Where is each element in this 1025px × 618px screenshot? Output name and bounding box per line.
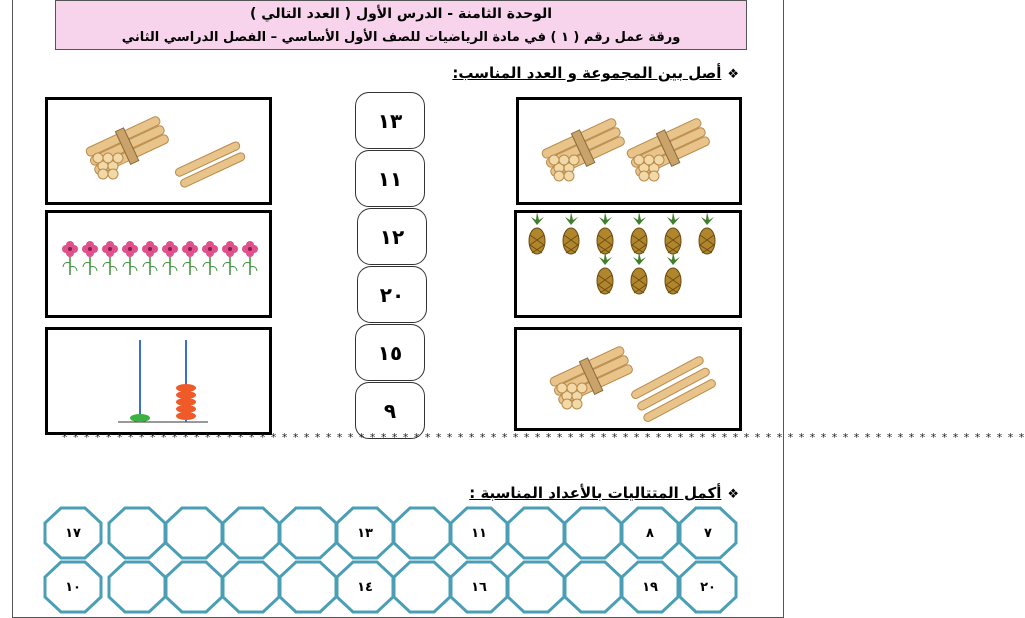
sequence-cell-blank[interactable] bbox=[506, 560, 566, 614]
sequence-cell-blank[interactable] bbox=[164, 560, 224, 614]
worksheet-header bbox=[55, 0, 747, 50]
sequence-value: ١٩ bbox=[642, 579, 658, 595]
sequence-cell-given bbox=[335, 506, 395, 560]
sequence-cell-given bbox=[678, 506, 738, 560]
number-card-20[interactable]: ٢٠ bbox=[357, 266, 427, 323]
flower-icon bbox=[242, 241, 258, 275]
stick-bundle-icon bbox=[84, 113, 172, 179]
flower-icon bbox=[62, 241, 78, 275]
sequence-cell-blank[interactable] bbox=[107, 560, 167, 614]
sequence-value bbox=[506, 506, 566, 560]
sequence-value bbox=[392, 560, 452, 614]
question-2-title bbox=[469, 484, 739, 502]
sequence-value bbox=[563, 506, 623, 560]
sequence-value: ٢٠ bbox=[700, 579, 716, 595]
flower-icon bbox=[202, 241, 218, 275]
pineapple-icon bbox=[631, 252, 647, 294]
bullet-icon: ❖ bbox=[727, 487, 739, 502]
sequence-value bbox=[221, 560, 281, 614]
sequence-value bbox=[107, 506, 167, 560]
sequence-cell-given bbox=[43, 560, 103, 614]
sequence-value bbox=[278, 506, 338, 560]
flower-icon bbox=[122, 241, 138, 275]
number-card-15[interactable]: ١٥ bbox=[355, 324, 425, 381]
sequence-cell-blank[interactable] bbox=[563, 560, 623, 614]
header-line2: ورقة عمل رقم ( ١ ) في مادة الرياضيات للصف الأول الأساسي – الفصل الدراسي الثاني bbox=[121, 30, 681, 45]
sequence-value bbox=[164, 506, 224, 560]
sequence-cell-blank[interactable] bbox=[563, 506, 623, 560]
sequence-cell-blank[interactable] bbox=[392, 506, 452, 560]
number-card-13[interactable]: ١٣ bbox=[355, 92, 425, 149]
bullet-icon: ❖ bbox=[727, 67, 739, 82]
sequence-cell-blank[interactable] bbox=[107, 506, 167, 560]
sequence-cell-given bbox=[449, 506, 509, 560]
pineapple-icon bbox=[597, 252, 613, 294]
number-card-11[interactable]: ١١ bbox=[355, 150, 425, 207]
pineapples-image bbox=[517, 213, 739, 315]
question-2-text: أكمل المتتاليات بالأعداد المناسبة : bbox=[469, 484, 722, 502]
flower-icon bbox=[102, 241, 118, 275]
sequence-cell-blank[interactable] bbox=[392, 560, 452, 614]
question-1-title bbox=[452, 64, 739, 82]
flower-icon bbox=[162, 241, 178, 275]
pineapple-icon bbox=[699, 212, 715, 254]
sequence-value bbox=[164, 560, 224, 614]
separator-stars: * * * * * * * * * * * * * * * * * * * * * * * * * * * * * * * * * * * * * * * * * * * * * * * * * * * * * * * * * * * * * * * * * * * * * * * * * * * * * * * * * * * * * * * * bbox=[62, 431, 1025, 444]
sequence-value bbox=[506, 560, 566, 614]
sequence-value: ١١ bbox=[471, 525, 487, 541]
flower-icon bbox=[222, 241, 238, 275]
pineapple-icon bbox=[631, 212, 647, 254]
group-box-pineapples-9 bbox=[514, 210, 742, 318]
sequence-value: ١٠ bbox=[65, 579, 81, 595]
sequence-cell-given bbox=[678, 560, 738, 614]
pineapple-icon bbox=[529, 212, 545, 254]
pineapple-icon bbox=[597, 212, 613, 254]
flower-icon bbox=[82, 241, 98, 275]
group-box-abacus-15 bbox=[45, 327, 272, 435]
bundle-three-sticks-image bbox=[517, 330, 739, 428]
flowers-image bbox=[48, 213, 269, 315]
abacus-image bbox=[48, 330, 269, 432]
header-line1: الوحدة الثامنة - الدرس الأول ( العدد التالي ) bbox=[249, 6, 553, 22]
flower-icon bbox=[182, 241, 198, 275]
sequence-cell-given bbox=[335, 560, 395, 614]
sequence-value bbox=[278, 560, 338, 614]
sequence-value: ١٣ bbox=[357, 525, 373, 541]
sequence-value: ٨ bbox=[646, 525, 654, 541]
sequence-cell-blank[interactable] bbox=[278, 506, 338, 560]
sequence-cell-blank[interactable] bbox=[221, 560, 281, 614]
group-box-sticks-13 bbox=[514, 327, 742, 431]
sequence-value bbox=[221, 506, 281, 560]
sequence-cell-given bbox=[43, 506, 103, 560]
sequence-cell-blank[interactable] bbox=[506, 506, 566, 560]
sequence-value: ١٧ bbox=[65, 525, 81, 541]
question-1-text: أصل بين المجموعة و العدد المناسب: bbox=[452, 64, 722, 82]
number-card-12[interactable]: ١٢ bbox=[357, 208, 427, 265]
number-card-9[interactable]: ٩ bbox=[355, 382, 425, 439]
sequence-cell-blank[interactable] bbox=[221, 506, 281, 560]
two-bundles-image bbox=[519, 100, 739, 202]
group-box-flowers-10 bbox=[45, 210, 272, 318]
bundle-and-sticks-image bbox=[48, 100, 269, 202]
sequence-cell-given bbox=[620, 506, 680, 560]
sequence-value: ١٦ bbox=[471, 579, 487, 595]
pineapple-icon bbox=[563, 212, 579, 254]
sequence-cell-given bbox=[620, 560, 680, 614]
pineapple-icon bbox=[665, 252, 681, 294]
pineapple-icon bbox=[665, 212, 681, 254]
sequence-value bbox=[392, 506, 452, 560]
sequence-value: ١٤ bbox=[357, 579, 373, 595]
group-box-sticks-12 bbox=[45, 97, 272, 205]
sequence-value bbox=[107, 560, 167, 614]
group-box-sticks-20 bbox=[516, 97, 742, 205]
flower-icon bbox=[142, 241, 158, 275]
sequence-value: ٧ bbox=[704, 525, 712, 541]
sequence-value bbox=[563, 560, 623, 614]
sequence-cell-blank[interactable] bbox=[278, 560, 338, 614]
sequence-cell-given bbox=[449, 560, 509, 614]
sequence-cell-blank[interactable] bbox=[164, 506, 224, 560]
